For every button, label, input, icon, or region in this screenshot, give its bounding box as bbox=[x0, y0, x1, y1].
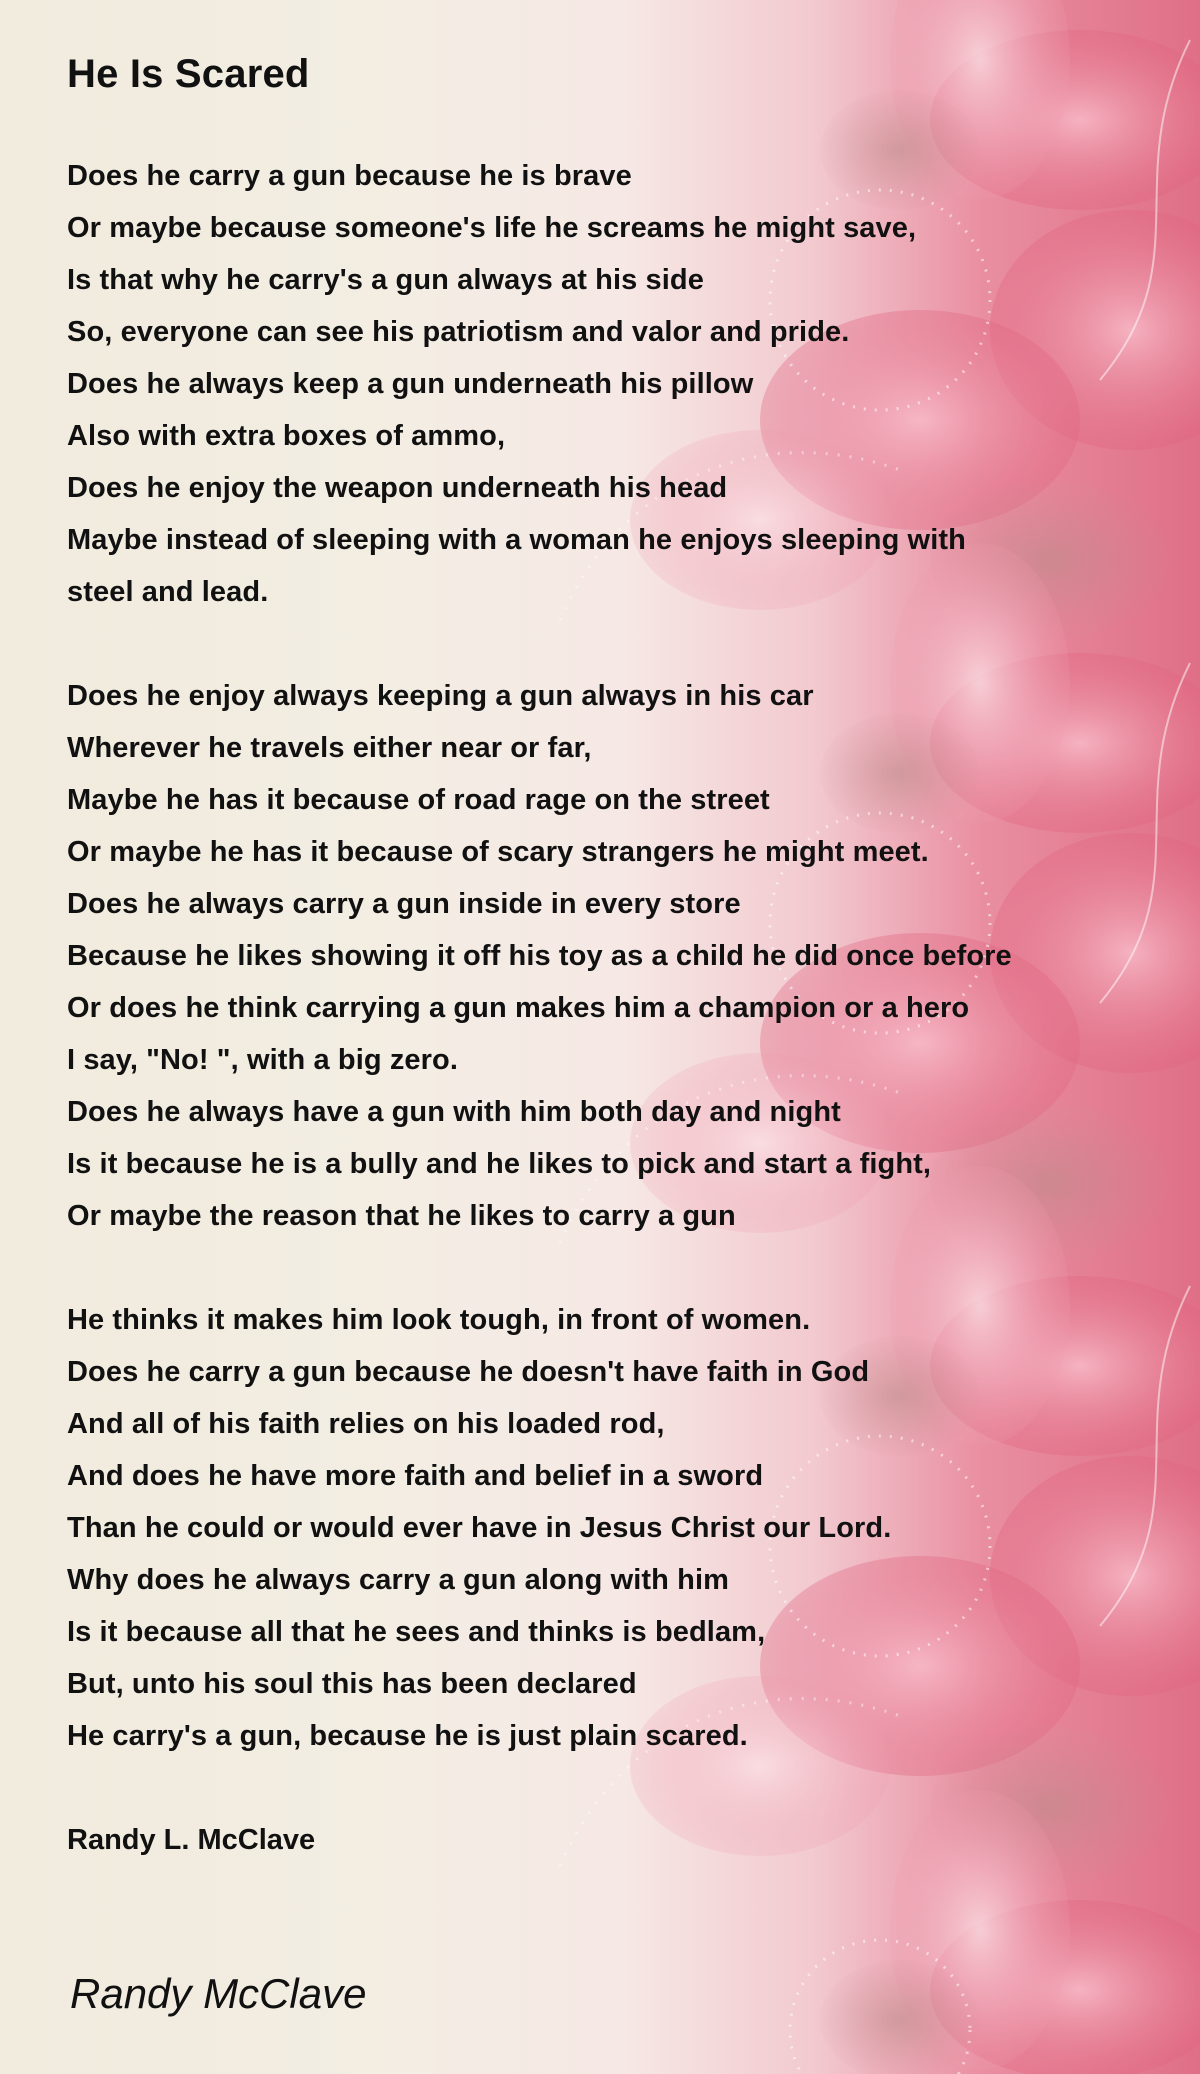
poem-line: Does he always carry a gun inside in every store bbox=[67, 888, 741, 920]
stanza-2 bbox=[67, 670, 1167, 1242]
poem-line: Or maybe he has it because of scary strangers he might meet. bbox=[67, 836, 929, 868]
poem-line: And does he have more faith and belief in a sword bbox=[67, 1460, 764, 1492]
poem-line: Why does he always carry a gun along with him bbox=[67, 1564, 729, 1596]
poem-author: Randy L. McClave bbox=[67, 1824, 316, 1856]
poem-line: Does he always keep a gun underneath his pillow bbox=[67, 368, 754, 400]
poem-line: Wherever he travels either near or far, bbox=[67, 732, 592, 764]
poem-line: And all of his faith relies on his loaded rod, bbox=[67, 1408, 665, 1440]
poem-line: Or maybe because someone's life he screams he might save, bbox=[67, 212, 917, 244]
poem-line: Does he always have a gun with him both day and night bbox=[67, 1096, 841, 1128]
poem-body bbox=[67, 150, 1167, 1866]
poem-line: Maybe instead of sleeping with a woman he enjoys sleeping with bbox=[67, 524, 966, 556]
poem-line: Than he could or would ever have in Jesus Christ our Lord. bbox=[67, 1512, 892, 1544]
poem-title: He Is Scared bbox=[67, 52, 310, 96]
poem-line: Does he enjoy the weapon underneath his head bbox=[67, 472, 728, 504]
poem-line: Does he enjoy always keeping a gun always in his car bbox=[67, 680, 814, 712]
poem-line: I say, "No! ", with a big zero. bbox=[67, 1044, 459, 1076]
poem-line: So, everyone can see his patriotism and valor and pride. bbox=[67, 316, 850, 348]
stanza-3 bbox=[67, 1294, 1167, 1762]
poem-line: He carry's a gun, because he is just plain scared. bbox=[67, 1720, 748, 1752]
poem-line: Is that why he carry's a gun always at his side bbox=[67, 264, 704, 296]
poem-line: Is it because he is a bully and he likes to pick and start a fight, bbox=[67, 1148, 932, 1180]
author-signature: Randy McClave bbox=[70, 1970, 367, 2017]
poem-line: Maybe he has it because of road rage on the street bbox=[67, 784, 770, 816]
poem-line: Does he carry a gun because he doesn't have faith in God bbox=[67, 1356, 870, 1388]
poem-line: He thinks it makes him look tough, in front of women. bbox=[67, 1304, 811, 1336]
poem-line: Does he carry a gun because he is brave bbox=[67, 160, 632, 192]
poem-line: Or does he think carrying a gun makes him a champion or a hero bbox=[67, 992, 970, 1024]
poem-line: steel and lead. bbox=[67, 576, 269, 608]
poem-line: Is it because all that he sees and thinks is bedlam, bbox=[67, 1616, 766, 1648]
poem-line: But, unto his soul this has been declared bbox=[67, 1668, 637, 1700]
poem-line: Or maybe the reason that he likes to carry a gun bbox=[67, 1200, 736, 1232]
stanza-1 bbox=[67, 150, 1167, 618]
poem-line: Because he likes showing it off his toy as a child he did once before bbox=[67, 940, 1012, 972]
poem-line: Also with extra boxes of ammo, bbox=[67, 420, 506, 452]
